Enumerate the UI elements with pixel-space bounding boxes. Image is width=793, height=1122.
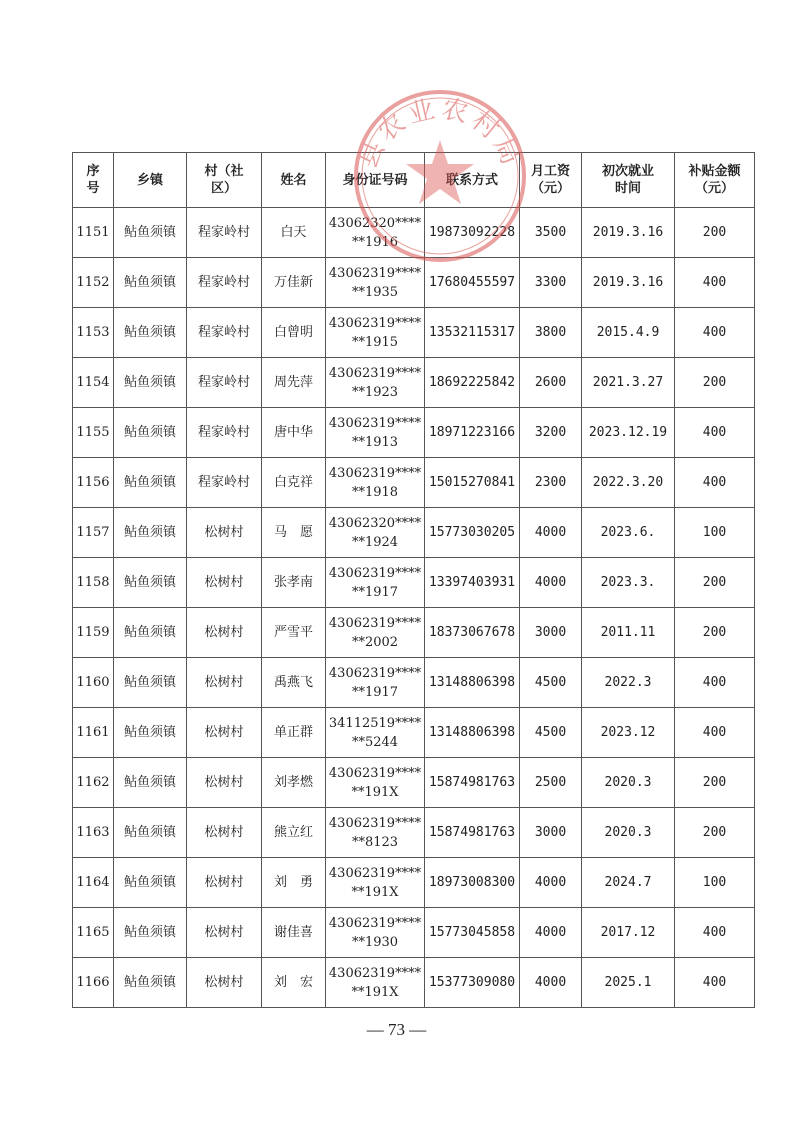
cell-phone: 13148806398 <box>425 708 520 758</box>
cell-wage: 4000 <box>520 908 582 958</box>
cell-subsidy: 400 <box>675 708 755 758</box>
cell-seq: 1158 <box>73 558 114 608</box>
cell-seq: 1156 <box>73 458 114 508</box>
cell-subsidy: 400 <box>675 908 755 958</box>
cell-name: 唐中华 <box>262 408 326 458</box>
cell-seq: 1157 <box>73 508 114 558</box>
cell-town: 鲇鱼须镇 <box>114 458 187 508</box>
cell-wage: 3500 <box>520 208 582 258</box>
cell-seq: 1151 <box>73 208 114 258</box>
cell-town: 鲇鱼须镇 <box>114 608 187 658</box>
table-row <box>73 608 755 658</box>
cell-first-employment: 2015.4.9 <box>582 308 675 358</box>
cell-town: 鲇鱼须镇 <box>114 858 187 908</box>
header-id: 身份证号码 <box>326 153 425 208</box>
cell-first-employment: 2011.11 <box>582 608 675 658</box>
cell-id-number: 43062319******1923 <box>326 358 425 408</box>
cell-phone: 18971223166 <box>425 408 520 458</box>
cell-seq: 1160 <box>73 658 114 708</box>
cell-subsidy: 100 <box>675 858 755 908</box>
cell-id-number: 43062320******1924 <box>326 508 425 558</box>
cell-name: 马 愿 <box>262 508 326 558</box>
cell-first-employment: 2023.12.19 <box>582 408 675 458</box>
cell-village: 松树村 <box>187 508 262 558</box>
cell-phone: 18973008300 <box>425 858 520 908</box>
cell-subsidy: 400 <box>675 408 755 458</box>
cell-first-employment: 2020.3 <box>582 758 675 808</box>
cell-wage: 3200 <box>520 408 582 458</box>
cell-first-employment: 2023.12 <box>582 708 675 758</box>
cell-wage: 2500 <box>520 758 582 808</box>
cell-town: 鲇鱼须镇 <box>114 958 187 1008</box>
cell-wage: 3000 <box>520 808 582 858</box>
cell-id-number: 43062319******191X <box>326 758 425 808</box>
cell-name: 严雪平 <box>262 608 326 658</box>
cell-name: 谢佳喜 <box>262 908 326 958</box>
cell-town: 鲇鱼须镇 <box>114 558 187 608</box>
header-seq: 序号 <box>73 153 114 208</box>
cell-village: 程家岭村 <box>187 258 262 308</box>
cell-name: 刘孝燃 <box>262 758 326 808</box>
cell-subsidy: 200 <box>675 608 755 658</box>
table-row <box>73 308 755 358</box>
cell-id-number: 43062319******191X <box>326 858 425 908</box>
cell-town: 鲇鱼须镇 <box>114 208 187 258</box>
cell-id-number: 43062320******1916 <box>326 208 425 258</box>
table-row <box>73 508 755 558</box>
cell-wage: 4500 <box>520 658 582 708</box>
header-subsidy: 补贴金额（元） <box>675 153 755 208</box>
cell-wage: 4000 <box>520 508 582 558</box>
cell-seq: 1163 <box>73 808 114 858</box>
cell-wage: 4000 <box>520 958 582 1008</box>
cell-subsidy: 200 <box>675 358 755 408</box>
cell-town: 鲇鱼须镇 <box>114 358 187 408</box>
cell-subsidy: 400 <box>675 458 755 508</box>
cell-village: 松树村 <box>187 958 262 1008</box>
cell-seq: 1155 <box>73 408 114 458</box>
cell-first-employment: 2022.3 <box>582 658 675 708</box>
header-first-employment: 初次就业时间 <box>582 153 675 208</box>
cell-village: 松树村 <box>187 658 262 708</box>
cell-phone: 15377309080 <box>425 958 520 1008</box>
cell-phone: 15015270841 <box>425 458 520 508</box>
cell-wage: 3300 <box>520 258 582 308</box>
table-row <box>73 758 755 808</box>
cell-seq: 1161 <box>73 708 114 758</box>
cell-phone: 13532115317 <box>425 308 520 358</box>
cell-seq: 1154 <box>73 358 114 408</box>
cell-first-employment: 2025.1 <box>582 958 675 1008</box>
cell-subsidy: 200 <box>675 558 755 608</box>
cell-town: 鲇鱼须镇 <box>114 758 187 808</box>
cell-seq: 1153 <box>73 308 114 358</box>
table-row <box>73 208 755 258</box>
subsidy-table <box>72 152 755 1008</box>
cell-phone: 18373067678 <box>425 608 520 658</box>
cell-seq: 1166 <box>73 958 114 1008</box>
cell-seq: 1162 <box>73 758 114 808</box>
table-row <box>73 958 755 1008</box>
cell-town: 鲇鱼须镇 <box>114 708 187 758</box>
cell-village: 松树村 <box>187 708 262 758</box>
cell-village: 程家岭村 <box>187 358 262 408</box>
cell-wage: 4000 <box>520 558 582 608</box>
cell-name: 白克祥 <box>262 458 326 508</box>
cell-village: 程家岭村 <box>187 208 262 258</box>
cell-wage: 2600 <box>520 358 582 408</box>
cell-name: 刘 宏 <box>262 958 326 1008</box>
cell-village: 松树村 <box>187 758 262 808</box>
header-name: 姓名 <box>262 153 326 208</box>
cell-name: 万佳新 <box>262 258 326 308</box>
header-town: 乡镇 <box>114 153 187 208</box>
cell-subsidy: 200 <box>675 758 755 808</box>
cell-phone: 15773030205 <box>425 508 520 558</box>
cell-id-number: 43062319******1915 <box>326 308 425 358</box>
cell-id-number: 43062319******1917 <box>326 658 425 708</box>
cell-seq: 1152 <box>73 258 114 308</box>
cell-subsidy: 400 <box>675 258 755 308</box>
table-row <box>73 358 755 408</box>
table-row <box>73 808 755 858</box>
cell-name: 熊立红 <box>262 808 326 858</box>
cell-subsidy: 400 <box>675 958 755 1008</box>
cell-id-number: 43062319******8123 <box>326 808 425 858</box>
table-row <box>73 558 755 608</box>
cell-village: 松树村 <box>187 808 262 858</box>
cell-subsidy: 400 <box>675 308 755 358</box>
cell-id-number: 43062319******191X <box>326 958 425 1008</box>
cell-town: 鲇鱼须镇 <box>114 658 187 708</box>
cell-name: 禹燕飞 <box>262 658 326 708</box>
cell-wage: 2300 <box>520 458 582 508</box>
cell-village: 松树村 <box>187 608 262 658</box>
cell-wage: 4000 <box>520 858 582 908</box>
cell-phone: 15773045858 <box>425 908 520 958</box>
table-body <box>73 208 755 1008</box>
cell-first-employment: 2023.3. <box>582 558 675 608</box>
cell-id-number: 43062319******1935 <box>326 258 425 308</box>
cell-town: 鲇鱼须镇 <box>114 908 187 958</box>
cell-phone: 13148806398 <box>425 658 520 708</box>
cell-first-employment: 2023.6. <box>582 508 675 558</box>
cell-village: 程家岭村 <box>187 458 262 508</box>
cell-town: 鲇鱼须镇 <box>114 308 187 358</box>
table-row <box>73 458 755 508</box>
cell-subsidy: 100 <box>675 508 755 558</box>
cell-town: 鲇鱼须镇 <box>114 508 187 558</box>
page-number: — 73 — <box>366 1020 427 1039</box>
cell-subsidy: 200 <box>675 808 755 858</box>
cell-phone: 13397403931 <box>425 558 520 608</box>
cell-name: 白天 <box>262 208 326 258</box>
header-village: 村（社区） <box>187 153 262 208</box>
cell-village: 松树村 <box>187 558 262 608</box>
table-row <box>73 658 755 708</box>
cell-subsidy: 400 <box>675 658 755 708</box>
table-row <box>73 908 755 958</box>
cell-village: 程家岭村 <box>187 308 262 358</box>
cell-subsidy: 200 <box>675 208 755 258</box>
cell-first-employment: 2017.12 <box>582 908 675 958</box>
header-phone: 联系方式 <box>425 153 520 208</box>
table-row <box>73 258 755 308</box>
cell-seq: 1159 <box>73 608 114 658</box>
cell-name: 白曾明 <box>262 308 326 358</box>
cell-town: 鲇鱼须镇 <box>114 808 187 858</box>
cell-id-number: 34112519******5244 <box>326 708 425 758</box>
cell-seq: 1165 <box>73 908 114 958</box>
table-row <box>73 408 755 458</box>
cell-id-number: 43062319******1917 <box>326 558 425 608</box>
table-header-row <box>73 153 755 208</box>
cell-name: 单正群 <box>262 708 326 758</box>
svg-text:县农业农村局: 县农业农村局 <box>352 93 528 173</box>
cell-first-employment: 2019.3.16 <box>582 258 675 308</box>
cell-name: 刘 勇 <box>262 858 326 908</box>
table-row <box>73 708 755 758</box>
cell-id-number: 43062319******1918 <box>326 458 425 508</box>
cell-first-employment: 2019.3.16 <box>582 208 675 258</box>
cell-first-employment: 2024.7 <box>582 858 675 908</box>
cell-phone: 19873092228 <box>425 208 520 258</box>
cell-village: 松树村 <box>187 858 262 908</box>
cell-name: 周先萍 <box>262 358 326 408</box>
cell-phone: 15874981763 <box>425 808 520 858</box>
cell-town: 鲇鱼须镇 <box>114 258 187 308</box>
header-wage: 月工资（元） <box>520 153 582 208</box>
cell-phone: 17680455597 <box>425 258 520 308</box>
cell-phone: 18692225842 <box>425 358 520 408</box>
cell-id-number: 43062319******2002 <box>326 608 425 658</box>
cell-wage: 3800 <box>520 308 582 358</box>
cell-first-employment: 2020.3 <box>582 808 675 858</box>
cell-first-employment: 2021.3.27 <box>582 358 675 408</box>
cell-village: 程家岭村 <box>187 408 262 458</box>
cell-first-employment: 2022.3.20 <box>582 458 675 508</box>
cell-seq: 1164 <box>73 858 114 908</box>
cell-village: 松树村 <box>187 908 262 958</box>
cell-id-number: 43062319******1913 <box>326 408 425 458</box>
cell-wage: 4500 <box>520 708 582 758</box>
cell-town: 鲇鱼须镇 <box>114 408 187 458</box>
table-row <box>73 858 755 908</box>
cell-name: 张孝南 <box>262 558 326 608</box>
cell-id-number: 43062319******1930 <box>326 908 425 958</box>
cell-wage: 3000 <box>520 608 582 658</box>
cell-phone: 15874981763 <box>425 758 520 808</box>
